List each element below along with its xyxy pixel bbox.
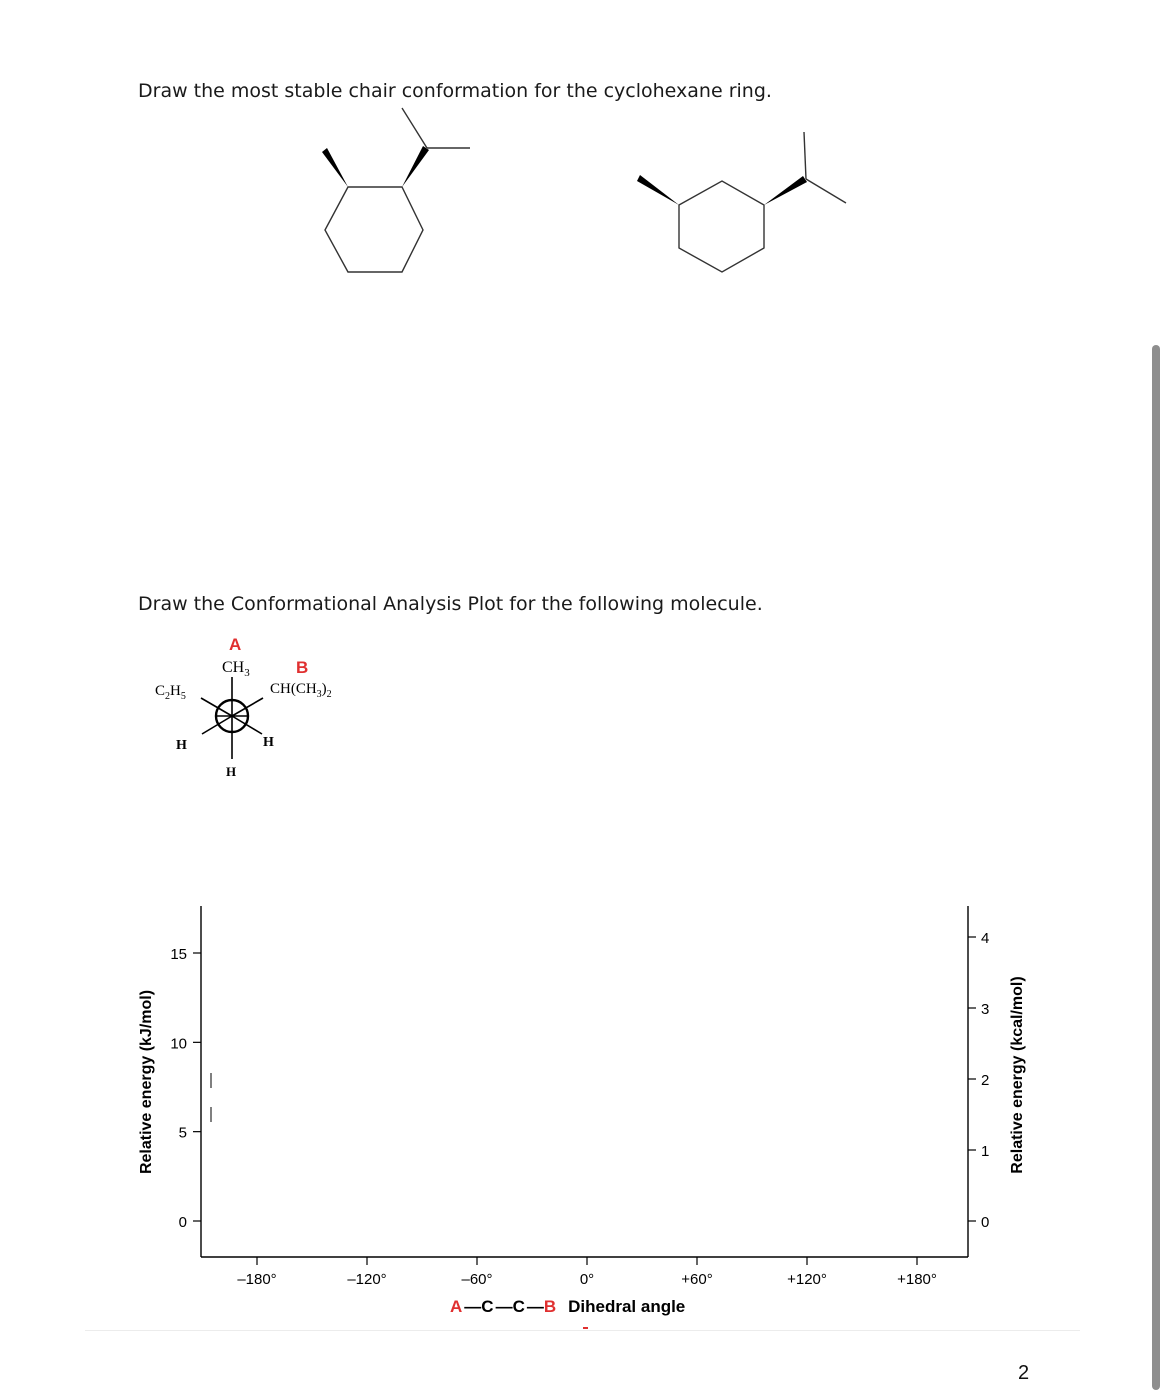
x-tick-label: –60°	[461, 1271, 493, 1288]
x-tick-label: +120°	[787, 1271, 827, 1288]
x-label-suffix: Dihedral angle	[568, 1297, 686, 1316]
question-1: Draw the most stable chair conformation for the cyclohexane ring.	[138, 80, 772, 102]
x-label-b: B	[543, 1297, 557, 1316]
label-a: A	[229, 635, 242, 654]
x-tick-label: +60°	[681, 1271, 713, 1288]
left-tick-label: 15	[170, 946, 187, 963]
page-number: 2	[1018, 1362, 1030, 1384]
back-right-h: H	[263, 735, 274, 750]
back-left-h: H	[176, 738, 187, 753]
front-bottom-h: H	[226, 764, 237, 779]
front-top-group: $CH_3$	[222, 659, 250, 679]
x-axis-label: A —C —C —B Dihedral angle	[450, 1297, 686, 1316]
chart-axes	[201, 906, 968, 1257]
left-axis-ticks	[170, 946, 201, 1231]
y-axis-label-right: Relative energy (kcal/mol)	[1009, 976, 1026, 1174]
x-tick-label: –180°	[237, 1271, 277, 1288]
right-tick-label: 2	[981, 1072, 990, 1089]
left-tick-label: 0	[178, 1214, 187, 1231]
scrollbar[interactable]	[1152, 345, 1160, 1390]
left-tick-label: 10	[170, 1035, 187, 1053]
question-2: Draw the Conformational Analysis Plot for the following molecule.	[138, 593, 763, 615]
right-tick-label: 0	[981, 1214, 990, 1231]
x-tick-label: 0°	[579, 1271, 595, 1288]
back-right-group: $CH(CH_3)_2$	[270, 681, 332, 700]
y-axis-label-left: Relative energy (kJ/mol)	[138, 989, 155, 1175]
right-tick-label: 4	[981, 930, 990, 947]
right-tick-label: 1	[981, 1143, 990, 1160]
front-left-group: $C_2H_5$	[155, 683, 186, 702]
page-footer-line	[85, 1330, 1080, 1331]
x-label-a: A	[450, 1297, 463, 1316]
x-tick-label: +180°	[897, 1271, 937, 1288]
x-label-c2: C	[512, 1297, 525, 1316]
right-tick-label: 3	[981, 1001, 990, 1018]
x-label-c1: C	[481, 1297, 494, 1316]
label-b: B	[296, 658, 309, 677]
right-axis-ticks	[968, 930, 989, 1231]
left-tick-label: 5	[178, 1124, 187, 1142]
x-axis-ticks	[237, 1257, 937, 1288]
x-tick-label: –120°	[347, 1271, 387, 1288]
